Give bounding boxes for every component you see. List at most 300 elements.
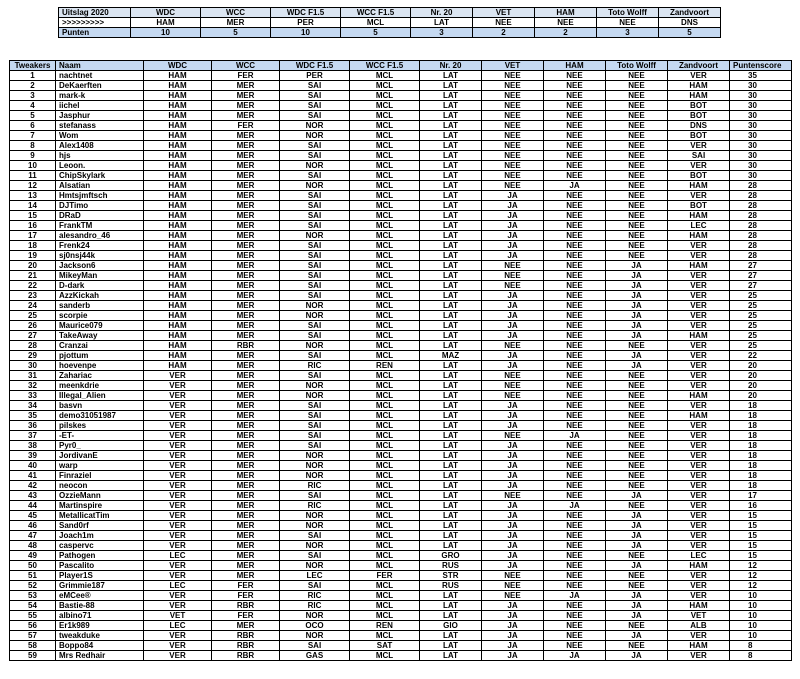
table-row: [10, 501, 792, 511]
row-cell: VER: [668, 581, 730, 591]
row-cell: NEE: [482, 181, 544, 191]
row-cell: JA: [544, 431, 606, 441]
row-cell: NEE: [544, 161, 606, 171]
row-cell: NEE: [606, 71, 668, 81]
row-cell: VER: [144, 451, 212, 461]
row-cell: VER: [144, 401, 212, 411]
score-cell: 30: [730, 81, 792, 91]
row-cell: MER: [212, 521, 280, 531]
row-cell: JA: [482, 541, 544, 551]
row-cell: JA: [606, 351, 668, 361]
row-cell: NEE: [544, 251, 606, 261]
table-row: [10, 391, 792, 401]
name-cell: Sand0rf: [56, 521, 144, 531]
score-cell: 30: [730, 111, 792, 121]
row-cell: NEE: [544, 171, 606, 181]
row-cell: NOR: [280, 461, 350, 471]
row-cell: MCL: [350, 241, 420, 251]
row-cell: HAM: [144, 191, 212, 201]
row-cell: SAT: [350, 641, 420, 651]
row-cell: MCL: [350, 231, 420, 241]
row-cell: VER: [144, 561, 212, 571]
row-cell: SAI: [280, 91, 350, 101]
row-cell: MER: [212, 111, 280, 121]
row-cell: LAT: [420, 151, 482, 161]
name-cell: scorpie: [56, 311, 144, 321]
row-cell: LAT: [420, 301, 482, 311]
name-cell: Pathogen: [56, 551, 144, 561]
row-cell: HAM: [668, 231, 730, 241]
table-row: [10, 621, 792, 631]
row-cell: MER: [212, 381, 280, 391]
row-cell: MCL: [350, 71, 420, 81]
row-cell: FER: [212, 71, 280, 81]
score-cell: 25: [730, 291, 792, 301]
summary-header-cell: Toto Wolff: [597, 8, 659, 18]
row-cell: MCL: [350, 551, 420, 561]
row-cell: VER: [668, 421, 730, 431]
row-cell: VER: [144, 421, 212, 431]
score-cell: 30: [730, 171, 792, 181]
row-cell: BOT: [668, 111, 730, 121]
row-cell: LAT: [420, 511, 482, 521]
row-cell: MCL: [350, 321, 420, 331]
row-cell: HAM: [668, 261, 730, 271]
score-cell: 16: [730, 501, 792, 511]
rank-cell: 55: [10, 611, 56, 621]
name-cell: Zahariac: [56, 371, 144, 381]
column-header: Zandvoort: [668, 61, 730, 71]
score-cell: 15: [730, 511, 792, 521]
row-cell: NEE: [544, 451, 606, 461]
row-cell: PER: [280, 71, 350, 81]
summary-points-cell: 10: [271, 28, 341, 38]
row-cell: NEE: [606, 501, 668, 511]
row-cell: MCL: [350, 211, 420, 221]
row-cell: LEC: [280, 571, 350, 581]
row-cell: VER: [668, 371, 730, 381]
row-cell: NEE: [544, 221, 606, 231]
name-cell: pjottum: [56, 351, 144, 361]
row-cell: LEC: [668, 221, 730, 231]
column-header: Puntenscore: [730, 61, 792, 71]
row-cell: MCL: [350, 201, 420, 211]
name-cell: MetallicatTim: [56, 511, 144, 521]
row-cell: MCL: [350, 521, 420, 531]
row-cell: HAM: [144, 151, 212, 161]
row-cell: NOR: [280, 341, 350, 351]
row-cell: LAT: [420, 281, 482, 291]
row-cell: MER: [212, 371, 280, 381]
table-row: [10, 361, 792, 371]
row-cell: NEE: [482, 491, 544, 501]
row-cell: NEE: [606, 171, 668, 181]
row-cell: MER: [212, 161, 280, 171]
row-cell: NEE: [544, 611, 606, 621]
row-cell: HAM: [668, 181, 730, 191]
score-cell: 27: [730, 271, 792, 281]
row-cell: JA: [606, 321, 668, 331]
row-cell: LAT: [420, 341, 482, 351]
table-row: [10, 121, 792, 131]
table-row: [10, 191, 792, 201]
row-cell: VER: [668, 471, 730, 481]
row-cell: JA: [606, 311, 668, 321]
row-cell: FER: [212, 611, 280, 621]
row-cell: NOR: [280, 511, 350, 521]
row-cell: JA: [606, 591, 668, 601]
row-cell: NOR: [280, 301, 350, 311]
row-cell: MCL: [350, 351, 420, 361]
row-cell: MCL: [350, 421, 420, 431]
row-cell: STR: [420, 571, 482, 581]
row-cell: SAI: [280, 271, 350, 281]
rank-cell: 34: [10, 401, 56, 411]
name-cell: -ET-: [56, 431, 144, 441]
row-cell: NEE: [606, 111, 668, 121]
name-cell: caspervc: [56, 541, 144, 551]
row-cell: VER: [144, 411, 212, 421]
summary-points-cell: 2: [535, 28, 597, 38]
row-cell: JA: [482, 351, 544, 361]
table-row: [10, 321, 792, 331]
row-cell: HAM: [668, 211, 730, 221]
table-row: [10, 631, 792, 641]
row-cell: SAI: [280, 441, 350, 451]
rank-cell: 5: [10, 111, 56, 121]
row-cell: NOR: [280, 541, 350, 551]
row-cell: NEE: [544, 111, 606, 121]
score-cell: 18: [730, 421, 792, 431]
row-cell: NEE: [544, 601, 606, 611]
row-cell: SAI: [280, 141, 350, 151]
row-cell: MER: [212, 331, 280, 341]
name-cell: Pascalito: [56, 561, 144, 571]
row-cell: LEC: [668, 551, 730, 561]
table-row: [10, 111, 792, 121]
row-cell: MER: [212, 221, 280, 231]
score-cell: 25: [730, 341, 792, 351]
row-cell: VER: [144, 541, 212, 551]
row-cell: NEE: [482, 381, 544, 391]
row-cell: VER: [144, 571, 212, 581]
score-cell: 28: [730, 251, 792, 261]
name-cell: Bastie-88: [56, 601, 144, 611]
table-row: [10, 161, 792, 171]
row-cell: MER: [212, 131, 280, 141]
score-cell: 18: [730, 461, 792, 471]
row-cell: HAM: [144, 111, 212, 121]
table-row: [10, 201, 792, 211]
name-cell: nachtnet: [56, 71, 144, 81]
row-cell: RBR: [212, 651, 280, 661]
rank-cell: 25: [10, 311, 56, 321]
table-row: [10, 451, 792, 461]
row-cell: VER: [668, 341, 730, 351]
row-cell: LAT: [420, 181, 482, 191]
row-cell: LAT: [420, 641, 482, 651]
row-cell: NEE: [482, 131, 544, 141]
name-cell: Jasphur: [56, 111, 144, 121]
row-cell: NEE: [482, 141, 544, 151]
row-cell: HAM: [144, 231, 212, 241]
column-header: HAM: [544, 61, 606, 71]
row-cell: LAT: [420, 131, 482, 141]
table-row: [10, 611, 792, 621]
rank-cell: 16: [10, 221, 56, 231]
table-row: [10, 551, 792, 561]
table-row: [10, 181, 792, 191]
row-cell: MER: [212, 541, 280, 551]
row-cell: NEE: [544, 441, 606, 451]
row-cell: MER: [212, 401, 280, 411]
score-cell: 10: [730, 621, 792, 631]
name-cell: DJTimo: [56, 201, 144, 211]
row-cell: FER: [350, 571, 420, 581]
row-cell: SAI: [280, 371, 350, 381]
row-cell: LAT: [420, 161, 482, 171]
row-cell: NEE: [544, 191, 606, 201]
row-cell: MER: [212, 231, 280, 241]
row-cell: VER: [668, 511, 730, 521]
row-cell: VER: [144, 391, 212, 401]
row-cell: VER: [668, 461, 730, 471]
row-cell: JA: [606, 541, 668, 551]
row-cell: NEE: [544, 521, 606, 531]
name-cell: Grimmie187: [56, 581, 144, 591]
name-cell: neocon: [56, 481, 144, 491]
row-cell: LAT: [420, 331, 482, 341]
row-cell: LAT: [420, 251, 482, 261]
row-cell: JA: [482, 211, 544, 221]
row-cell: JA: [606, 651, 668, 661]
summary-answer-cell: DNS: [659, 18, 721, 28]
row-cell: NEE: [544, 311, 606, 321]
row-cell: LAT: [420, 401, 482, 411]
row-cell: NEE: [482, 151, 544, 161]
row-cell: MER: [212, 391, 280, 401]
summary-points-cell: 5: [341, 28, 411, 38]
row-cell: NEE: [606, 451, 668, 461]
row-cell: LAT: [420, 311, 482, 321]
row-cell: MCL: [350, 101, 420, 111]
row-cell: MCL: [350, 431, 420, 441]
row-cell: JA: [606, 281, 668, 291]
table-row: [10, 461, 792, 471]
row-cell: MER: [212, 511, 280, 521]
row-cell: VER: [144, 531, 212, 541]
table-row: [10, 641, 792, 651]
name-cell: tweakduke: [56, 631, 144, 641]
summary-table: [58, 7, 721, 38]
row-cell: NOR: [280, 451, 350, 461]
row-cell: VER: [668, 161, 730, 171]
row-cell: HAM: [144, 351, 212, 361]
rank-cell: 53: [10, 591, 56, 601]
row-cell: MCL: [350, 581, 420, 591]
row-cell: JA: [606, 601, 668, 611]
row-cell: RIC: [280, 361, 350, 371]
score-cell: 28: [730, 211, 792, 221]
column-header: Tweakers: [10, 61, 56, 71]
row-cell: MCL: [350, 161, 420, 171]
row-cell: VER: [668, 431, 730, 441]
name-cell: Alex1408: [56, 141, 144, 151]
score-cell: 10: [730, 611, 792, 621]
row-cell: NEE: [482, 371, 544, 381]
row-cell: NEE: [606, 381, 668, 391]
row-cell: NEE: [544, 341, 606, 351]
rank-cell: 37: [10, 431, 56, 441]
row-cell: NEE: [606, 181, 668, 191]
row-cell: LEC: [144, 581, 212, 591]
row-cell: NEE: [606, 571, 668, 581]
row-cell: NEE: [606, 401, 668, 411]
row-cell: VER: [668, 291, 730, 301]
row-cell: NEE: [544, 621, 606, 631]
row-cell: SAI: [280, 201, 350, 211]
row-cell: LAT: [420, 631, 482, 641]
row-cell: SAI: [280, 241, 350, 251]
name-cell: Pyr0_: [56, 441, 144, 451]
row-cell: JA: [482, 651, 544, 661]
summary-points-cell: Punten: [59, 28, 131, 38]
row-cell: SAI: [280, 221, 350, 231]
row-cell: JA: [482, 641, 544, 651]
name-cell: Hmtsjmftsch: [56, 191, 144, 201]
row-cell: MCL: [350, 531, 420, 541]
row-cell: SAI: [280, 331, 350, 341]
row-cell: NEE: [606, 211, 668, 221]
row-cell: NEE: [544, 331, 606, 341]
rank-cell: 12: [10, 181, 56, 191]
row-cell: JA: [606, 271, 668, 281]
row-cell: LAT: [420, 541, 482, 551]
score-cell: 28: [730, 231, 792, 241]
row-cell: HAM: [668, 641, 730, 651]
row-cell: LAT: [420, 521, 482, 531]
table-row: [10, 231, 792, 241]
table-row: [10, 331, 792, 341]
name-cell: Player1S: [56, 571, 144, 581]
table-row: [10, 171, 792, 181]
rank-cell: 31: [10, 371, 56, 381]
rank-cell: 50: [10, 561, 56, 571]
score-cell: 18: [730, 451, 792, 461]
table-row: [10, 481, 792, 491]
row-cell: LAT: [420, 451, 482, 461]
row-cell: NEE: [544, 241, 606, 251]
row-cell: JA: [482, 631, 544, 641]
row-cell: LAT: [420, 291, 482, 301]
rank-cell: 11: [10, 171, 56, 181]
row-cell: MCL: [350, 441, 420, 451]
rank-cell: 56: [10, 621, 56, 631]
row-cell: JA: [482, 241, 544, 251]
row-cell: VER: [668, 251, 730, 261]
name-cell: meenkdrie: [56, 381, 144, 391]
row-cell: VER: [668, 271, 730, 281]
row-cell: NEE: [606, 151, 668, 161]
row-cell: VER: [144, 471, 212, 481]
row-cell: MER: [212, 141, 280, 151]
row-cell: HAM: [144, 361, 212, 371]
row-cell: SAI: [280, 421, 350, 431]
table-row: [10, 401, 792, 411]
row-cell: MCL: [350, 181, 420, 191]
name-cell: basvn: [56, 401, 144, 411]
table-row: [10, 531, 792, 541]
table-row: [10, 431, 792, 441]
rank-cell: 35: [10, 411, 56, 421]
score-cell: 22: [730, 351, 792, 361]
row-cell: NEE: [544, 561, 606, 571]
row-cell: VER: [144, 641, 212, 651]
row-cell: HAM: [668, 391, 730, 401]
row-cell: NEE: [544, 541, 606, 551]
row-cell: MER: [212, 201, 280, 211]
row-cell: NEE: [606, 471, 668, 481]
row-cell: MCL: [350, 561, 420, 571]
name-cell: D-dark: [56, 281, 144, 291]
row-cell: NEE: [544, 231, 606, 241]
rank-cell: 21: [10, 271, 56, 281]
score-cell: 8: [730, 651, 792, 661]
row-cell: MER: [212, 191, 280, 201]
score-cell: 18: [730, 431, 792, 441]
rank-cell: 15: [10, 211, 56, 221]
row-cell: VER: [668, 301, 730, 311]
row-cell: JA: [482, 441, 544, 451]
row-cell: NEE: [544, 421, 606, 431]
row-cell: JA: [482, 221, 544, 231]
row-cell: JA: [606, 261, 668, 271]
row-cell: MCL: [350, 271, 420, 281]
row-cell: NEE: [606, 581, 668, 591]
rank-cell: 30: [10, 361, 56, 371]
row-cell: NEE: [482, 71, 544, 81]
row-cell: VER: [668, 451, 730, 461]
score-cell: 27: [730, 261, 792, 271]
table-row: [10, 471, 792, 481]
row-cell: MER: [212, 621, 280, 631]
table-row: [10, 251, 792, 261]
score-cell: 20: [730, 361, 792, 371]
row-cell: MER: [212, 471, 280, 481]
row-cell: HAM: [668, 601, 730, 611]
row-cell: LAT: [420, 141, 482, 151]
row-cell: SAI: [280, 401, 350, 411]
row-cell: JA: [482, 321, 544, 331]
row-cell: VER: [668, 241, 730, 251]
row-cell: NEE: [606, 161, 668, 171]
row-cell: VER: [668, 571, 730, 581]
summary-answer-cell: NEE: [535, 18, 597, 28]
row-cell: MER: [212, 271, 280, 281]
rank-cell: 36: [10, 421, 56, 431]
name-cell: Maurice079: [56, 321, 144, 331]
row-cell: MER: [212, 281, 280, 291]
rank-cell: 48: [10, 541, 56, 551]
rank-cell: 40: [10, 461, 56, 471]
rank-cell: 3: [10, 91, 56, 101]
row-cell: MCL: [350, 91, 420, 101]
row-cell: HAM: [144, 251, 212, 261]
score-cell: 30: [730, 91, 792, 101]
rank-cell: 24: [10, 301, 56, 311]
row-cell: SAI: [280, 261, 350, 271]
name-cell: AzzKickah: [56, 291, 144, 301]
